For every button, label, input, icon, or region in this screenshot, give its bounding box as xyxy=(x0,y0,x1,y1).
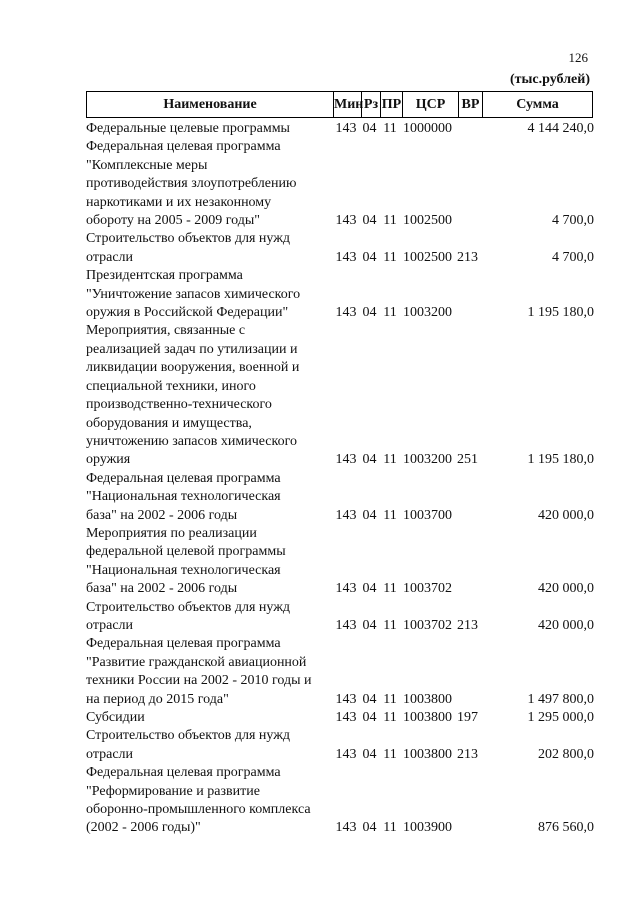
cell-pr: 11 xyxy=(383,213,397,229)
cell-sum: 202 800,0 xyxy=(538,746,594,762)
cell-sum: 420 000,0 xyxy=(538,507,594,523)
cell-vr: 213 xyxy=(457,746,478,762)
table-row xyxy=(86,635,596,709)
cell-min: 143 xyxy=(335,691,357,707)
cell-sum: 4 700,0 xyxy=(552,213,594,229)
cell-name: Федеральные целевые программы xyxy=(86,121,290,136)
cell-csr: 1002500 xyxy=(403,249,452,265)
cell-pr: 11 xyxy=(383,121,397,136)
cell-min: 143 xyxy=(335,617,357,633)
cell-vr: 251 xyxy=(457,452,478,468)
cell-pr: 11 xyxy=(383,507,397,523)
cell-rz: 04 xyxy=(362,581,377,597)
header-csr: ЦСР xyxy=(402,92,458,117)
cell-vr: 213 xyxy=(457,249,478,265)
cell-pr: 11 xyxy=(383,710,397,725)
cell-csr: 1003800 xyxy=(403,710,452,725)
cell-csr: 1003200 xyxy=(403,452,452,468)
cell-min: 143 xyxy=(335,746,357,762)
cell-csr: 1003700 xyxy=(403,507,452,523)
cell-rz: 04 xyxy=(362,249,377,265)
cell-sum: 4 144 240,0 xyxy=(527,121,594,136)
header-rz: Рз xyxy=(361,92,380,117)
table-row xyxy=(86,599,596,636)
cell-min: 143 xyxy=(335,452,357,468)
cell-rz: 04 xyxy=(362,213,377,229)
cell-name: Строительство объектов для нужд отрасли xyxy=(86,231,291,265)
table-row xyxy=(86,322,596,469)
cell-sum: 420 000,0 xyxy=(538,617,594,633)
cell-rz: 04 xyxy=(362,452,377,468)
table-row xyxy=(86,120,596,138)
cell-rz: 04 xyxy=(362,746,377,762)
cell-rz: 04 xyxy=(362,617,377,633)
cell-name: Федеральная целевая программа "Комплексные меры противодействия злоупотреблению наркотиками и их незаконному обороту на 2005 - 2009 годы" xyxy=(86,139,297,229)
cell-pr: 11 xyxy=(383,581,397,597)
header-pr: ПР xyxy=(380,92,402,117)
cell-pr: 11 xyxy=(383,305,397,321)
cell-rz: 04 xyxy=(362,820,377,836)
cell-name: Субсидии xyxy=(86,710,145,725)
cell-csr: 1003800 xyxy=(403,746,452,762)
cell-rz: 04 xyxy=(362,710,377,725)
table-row xyxy=(86,525,596,599)
cell-min: 143 xyxy=(335,507,357,523)
table-header xyxy=(86,91,593,118)
cell-sum: 1 195 180,0 xyxy=(527,452,594,468)
table-row xyxy=(86,470,596,525)
cell-sum: 4 700,0 xyxy=(552,249,594,265)
cell-name: Мероприятия по реализации федеральной целевой программы "Национальная технологическая база" на 2002 - 2006 годы xyxy=(86,525,286,597)
cell-rz: 04 xyxy=(362,121,377,136)
cell-vr: 197 xyxy=(457,710,478,725)
header-sum: Сумма xyxy=(482,92,592,117)
cell-vr: 213 xyxy=(457,617,478,633)
cell-sum: 1 497 800,0 xyxy=(527,691,594,707)
cell-min: 143 xyxy=(335,820,357,836)
cell-pr: 11 xyxy=(383,746,397,762)
header-vr: ВР xyxy=(458,92,482,117)
cell-pr: 11 xyxy=(383,249,397,265)
cell-csr: 1003800 xyxy=(403,691,452,707)
table-row xyxy=(86,764,596,838)
cell-sum: 1 295 000,0 xyxy=(527,710,594,725)
cell-csr: 1003702 xyxy=(403,617,452,633)
cell-name: Строительство объектов для нужд отрасли xyxy=(86,728,291,762)
cell-name: Президентская программа "Уничтожение запасов химического оружия в Российской Федерации" xyxy=(86,268,301,321)
table-row xyxy=(86,138,596,230)
cell-sum: 420 000,0 xyxy=(538,581,594,597)
cell-rz: 04 xyxy=(362,507,377,523)
cell-csr: 1003900 xyxy=(403,820,452,836)
cell-name: Федеральная целевая программа "Реформирование и развитие оборонно-промышленного комплекса (2002 - 2006 годы)" xyxy=(86,765,311,836)
cell-rz: 04 xyxy=(362,305,377,321)
cell-pr: 11 xyxy=(383,617,397,633)
cell-pr: 11 xyxy=(383,452,397,468)
cell-name: Федеральная целевая программа "Развитие гражданской авиационной техники России на 2002 - 2010 годы и на период до 2015 года" xyxy=(86,636,312,707)
table-row xyxy=(86,727,596,764)
cell-pr: 11 xyxy=(383,820,397,836)
cell-pr: 11 xyxy=(383,691,397,707)
cell-min: 143 xyxy=(335,213,357,229)
page-number: 126 xyxy=(568,50,588,65)
table-body xyxy=(86,120,596,838)
table-row xyxy=(86,267,596,322)
cell-min: 143 xyxy=(335,305,357,321)
cell-min: 143 xyxy=(335,121,357,136)
cell-rz: 04 xyxy=(362,691,377,707)
cell-name: Строительство объектов для нужд отрасли xyxy=(86,599,291,633)
cell-min: 143 xyxy=(335,710,357,725)
header-name: Наименование xyxy=(163,97,257,112)
cell-min: 143 xyxy=(335,581,357,597)
cell-csr: 1002500 xyxy=(403,213,452,229)
cell-name: Федеральная целевая программа "Национальная технологическая база" на 2002 - 2006 годы xyxy=(86,470,281,523)
header-min: Мин xyxy=(333,92,361,117)
cell-name: Мероприятия, связанные с реализацией задач по утилизации и ликвидации вооружения, военной и специальной техники, иного производственно-технического оборудования и имущества, уничтожению запасов химического оружия xyxy=(86,323,300,468)
cell-csr: 1003200 xyxy=(403,305,452,321)
cell-csr: 1003702 xyxy=(403,581,452,597)
table-row xyxy=(86,230,596,267)
table-row xyxy=(86,709,596,727)
cell-min: 143 xyxy=(335,249,357,265)
cell-sum: 876 560,0 xyxy=(538,820,594,836)
cell-sum: 1 195 180,0 xyxy=(527,305,594,321)
cell-csr: 1000000 xyxy=(403,121,452,136)
units-label: (тыс.рублей) xyxy=(509,72,590,87)
